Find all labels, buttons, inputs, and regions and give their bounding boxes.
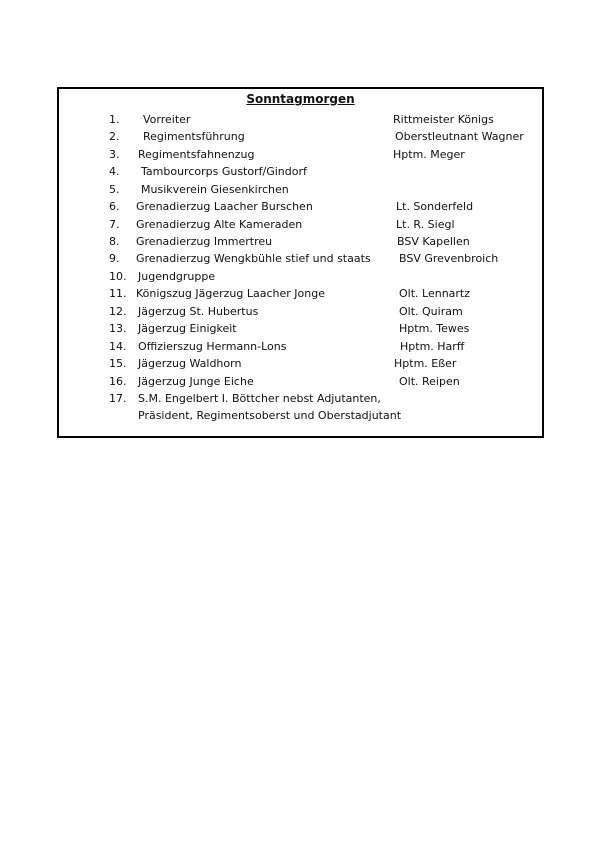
item-number: 15. <box>109 357 127 370</box>
item-name: Grenadierzug Laacher Burschen <box>136 200 313 213</box>
item-number: 3. <box>109 148 120 161</box>
item-leader: BSV Kapellen <box>397 235 470 248</box>
item-name: Tambourcorps Gustorf/Gindorf <box>141 165 307 178</box>
item-leader: Olt. Reipen <box>399 375 460 388</box>
item-leader: Lt. Sonderfeld <box>396 200 474 213</box>
item-name: Regimentsfahnenzug <box>138 148 255 161</box>
lineup-frame <box>57 87 544 438</box>
item-number: 16. <box>109 375 127 388</box>
item-name: Grenadierzug Immertreu <box>136 235 273 248</box>
item-leader: Hptm. Meger <box>393 148 465 161</box>
item-number: 14. <box>109 340 127 353</box>
item-leader: Olt. Lennartz <box>399 287 471 300</box>
item-name: Jägerzug St. Hubertus <box>138 305 259 318</box>
item-number: 7. <box>109 218 120 231</box>
item-number: 4. <box>109 165 120 178</box>
item-number: 6. <box>109 200 120 213</box>
item-leader: Rittmeister Königs <box>393 113 494 126</box>
item-leader: Hptm. Tewes <box>399 322 470 335</box>
item-leader: Hptm. Eßer <box>394 357 457 370</box>
item-leader: Olt. Quiram <box>399 305 463 318</box>
item-name: Grenadierzug Wengkbühle stief und staats <box>136 252 371 265</box>
item-name: Vorreiter <box>143 113 191 126</box>
item-name: Königszug Jägerzug Laacher Jonge <box>136 287 325 300</box>
item-name: Grenadierzug Alte Kameraden <box>136 218 303 231</box>
item-number: 13. <box>109 322 127 335</box>
item-number: 5. <box>109 183 120 196</box>
item-name: Offizierszug Hermann-Lons <box>138 340 287 353</box>
item-number: 1. <box>109 113 120 126</box>
item-number: 11. <box>109 287 127 300</box>
item-number: 10. <box>109 270 127 283</box>
item-name: Jägerzug Einigkeit <box>138 322 237 335</box>
item-name: Musikverein Giesenkirchen <box>141 183 289 196</box>
item-number: 17. <box>109 392 127 405</box>
item-name: Jugendgruppe <box>138 270 216 283</box>
page-title: Sonntagmorgen <box>246 92 355 106</box>
item-number: 9. <box>109 252 120 265</box>
item-name-continuation: Präsident, Regimentsoberst und Oberstadjutant <box>138 409 402 422</box>
item-leader: Oberstleutnant Wagner <box>395 130 524 143</box>
item-number: 8. <box>109 235 120 248</box>
item-number: 12. <box>109 305 127 318</box>
item-name: S.M. Engelbert I. Böttcher nebst Adjutanten, <box>138 392 381 405</box>
item-number: 2. <box>109 130 120 143</box>
item-name: Jägerzug Junge Eiche <box>138 375 254 388</box>
item-leader: Hptm. Harff <box>400 340 465 353</box>
item-name: Regimentsführung <box>143 130 245 143</box>
item-name: Jägerzug Waldhorn <box>138 357 242 370</box>
item-leader: BSV Grevenbroich <box>399 252 499 265</box>
item-leader: Lt. R. Siegl <box>396 218 455 231</box>
